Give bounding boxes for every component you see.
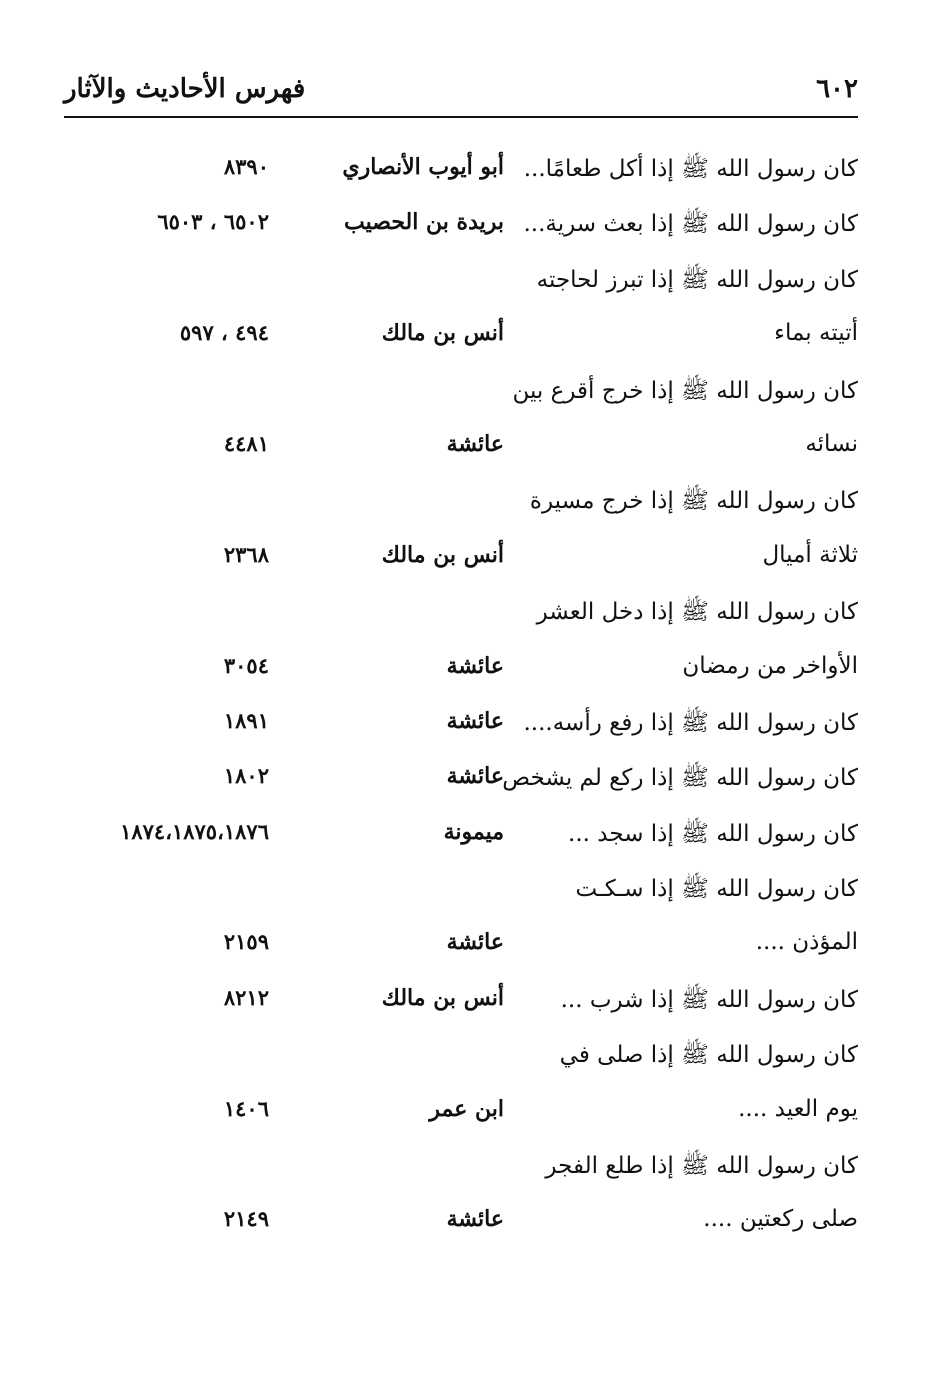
hadith-reference-number: ٦٥٠٢ ، ٦٥٠٣ — [157, 209, 269, 235]
index-entry — [64, 197, 858, 252]
hadith-text: كان رسول الله ﷺ إذا سجد ... — [568, 820, 858, 847]
index-entry — [64, 917, 858, 972]
hadith-text: كان رسول الله ﷺ إذا خرج أقرع بين — [512, 377, 858, 404]
hadith-text: كان رسول الله ﷺ إذا ركع لم يشخص — [502, 765, 858, 792]
hadith-reference-number: ٢٣٦٨ — [223, 541, 269, 567]
hadith-text: ثلاثة أميال — [762, 541, 858, 568]
hadith-text: كان رسول الله ﷺ إذا دخل العشر — [536, 599, 858, 626]
hadith-text: كان رسول الله ﷺ إذا شرب ... — [560, 986, 858, 1013]
index-entry — [64, 1139, 858, 1194]
narrator-name: عائشة — [446, 707, 504, 734]
index-entry — [64, 1028, 858, 1083]
hadith-text: كان رسول الله ﷺ إذا طلع الفجر — [545, 1153, 858, 1180]
index-entry — [64, 973, 858, 1028]
narrator-name: عائشة — [446, 652, 504, 679]
hadith-text: كان رسول الله ﷺ إذا رفع رأسه.... — [523, 709, 858, 736]
narrator-name: عائشة — [446, 1206, 504, 1233]
hadith-reference-number: ٣٠٥٤ — [223, 652, 269, 678]
index-entry — [64, 1194, 858, 1249]
hadith-reference-number: ١٨٧٤،١٨٧٥،١٨٧٦ — [120, 818, 269, 844]
narrator-name: أنس بن مالك — [381, 541, 504, 568]
hadith-text: يوم العيد .... — [738, 1095, 858, 1122]
narrator-name: أبو أيوب الأنصاري — [342, 154, 504, 180]
hadith-reference-number: ١٤٠٦ — [223, 1095, 269, 1121]
index-entry — [64, 364, 858, 419]
hadith-reference-number: ٤٤٨١ — [223, 430, 269, 456]
index-entry — [64, 530, 858, 585]
index-entry — [64, 862, 858, 917]
hadith-text: كان رسول الله ﷺ إذا بعث سرية... — [523, 211, 858, 238]
index-entry — [64, 751, 858, 806]
narrator-name: بريدة بن الحصيب — [344, 209, 504, 236]
hadith-reference-number: ٢١٥٩ — [223, 929, 269, 955]
index-entry — [64, 308, 858, 363]
narrator-name: ميمونة — [443, 818, 504, 845]
hadith-text: نسائه — [805, 430, 858, 457]
page-header — [64, 68, 858, 118]
hadith-reference-number: ٢١٤٩ — [223, 1206, 269, 1232]
hadith-text: كان رسول الله ﷺ إذا أكل طعامًا... — [523, 156, 858, 182]
narrator-name: عائشة — [446, 929, 504, 956]
index-entry — [64, 641, 858, 696]
hadith-text: كان رسول الله ﷺ إذا خرج مسيرة — [529, 488, 858, 515]
hadith-reference-number: ٤٩٤ ، ٥٩٧ — [179, 320, 269, 346]
hadith-index-list — [64, 142, 858, 1250]
index-entry — [64, 585, 858, 640]
index-entry — [64, 807, 858, 862]
hadith-reference-number: ٨٣٩٠ — [223, 154, 269, 179]
hadith-text: أتيته بماء — [774, 320, 858, 347]
narrator-name: عائشة — [446, 763, 504, 790]
narrator-name: عائشة — [446, 430, 504, 457]
hadith-reference-number: ١٨٩١ — [223, 707, 269, 733]
hadith-text: الأواخر من رمضان — [682, 652, 858, 679]
hadith-reference-number: ٨٢١٢ — [223, 984, 269, 1010]
index-entry — [64, 142, 858, 197]
index-entry — [64, 696, 858, 751]
hadith-text: صلى ركعتين .... — [703, 1206, 858, 1233]
index-entry — [64, 474, 858, 529]
index-entry — [64, 1084, 858, 1139]
index-entry — [64, 419, 858, 474]
index-entry — [64, 253, 858, 308]
hadith-text: كان رسول الله ﷺ إذا سـكـت — [575, 876, 858, 903]
hadith-text: المؤذن .... — [755, 929, 858, 956]
narrator-name: أنس بن مالك — [381, 320, 504, 347]
hadith-reference-number: ١٨٠٢ — [223, 763, 269, 789]
hadith-text: كان رسول الله ﷺ إذا صلى في — [559, 1042, 858, 1069]
page-number: ٦٠٢ — [816, 74, 858, 104]
narrator-name: أنس بن مالك — [381, 984, 504, 1011]
narrator-name: ابن عمر — [429, 1095, 504, 1122]
page-title: فهرس الأحاديث والآثار — [64, 74, 306, 104]
hadith-text: كان رسول الله ﷺ إذا تبرز لحاجته — [536, 266, 858, 293]
